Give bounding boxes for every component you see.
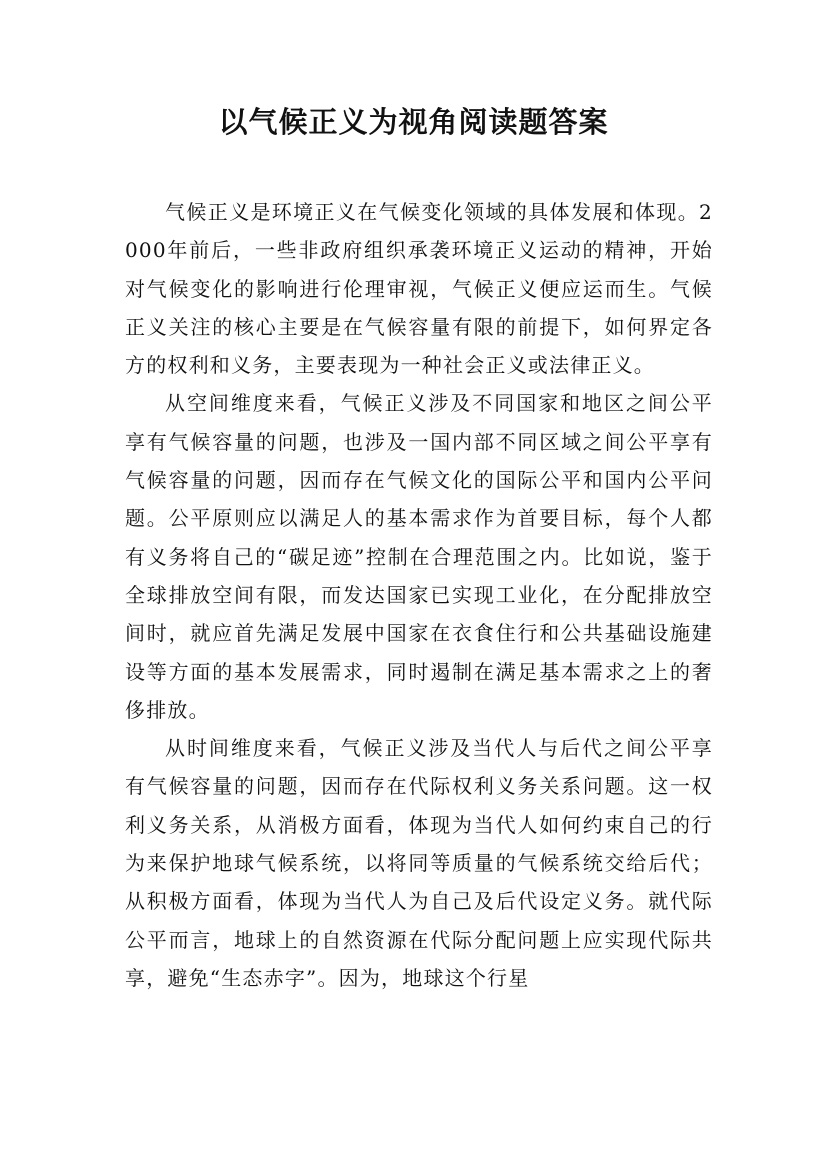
document-title: 以气候正义为视角阅读题答案 [218, 105, 609, 139]
paragraph-3: 从时间维度来看，气候正义涉及当代人与后代之间公平享有气候容量的问题，因而存在代际权利义务关系问题。这一权利义务关系，从消极方面看，体现为当代人如何约束自己的行为来保护地球气候系统，以将同等质量的气候系统交给后代；从积极方面看，体现为当代人为自己及后代设定义务。就代际公平而言，地球上的自然资源在代际分配问题上应实现代际共享，避免“生态赤字”。因为，地球这个行星 [125, 736, 713, 990]
paragraph-1: 气候正义是环境正义在气候变化领域的具体发展和体现。2000年前后，一些非政府组织承袭环境正义运动的精神，开始对气候变化的影响进行伦理审视，气候正义便应运而生。气候正义关注的核心主要是在气候容量有限的前提下，如何界定各方的权利和义务，主要表现为一种社会正义或法律正义。 [125, 200, 713, 378]
document-body [125, 193, 713, 997]
paragraph-2: 从空间维度来看，气候正义涉及不同国家和地区之间公平享有气候容量的问题，也涉及一国内部不同区域之间公平享有气候容量的问题，因而存在气候文化的国际公平和国内公平问题。公平原则应以满足人的基本需求作为首要目标，每个人都有义务将自己的“碳足迹”控制在合理范围之内。比如说，鉴于全球排放空间有限，而发达国家已实现工业化，在分配排放空间时，就应首先满足发展中国家在衣食住行和公共基础设施建设等方面的基本发展需求，同时遏制在满足基本需求之上的奢侈排放。 [125, 391, 713, 722]
